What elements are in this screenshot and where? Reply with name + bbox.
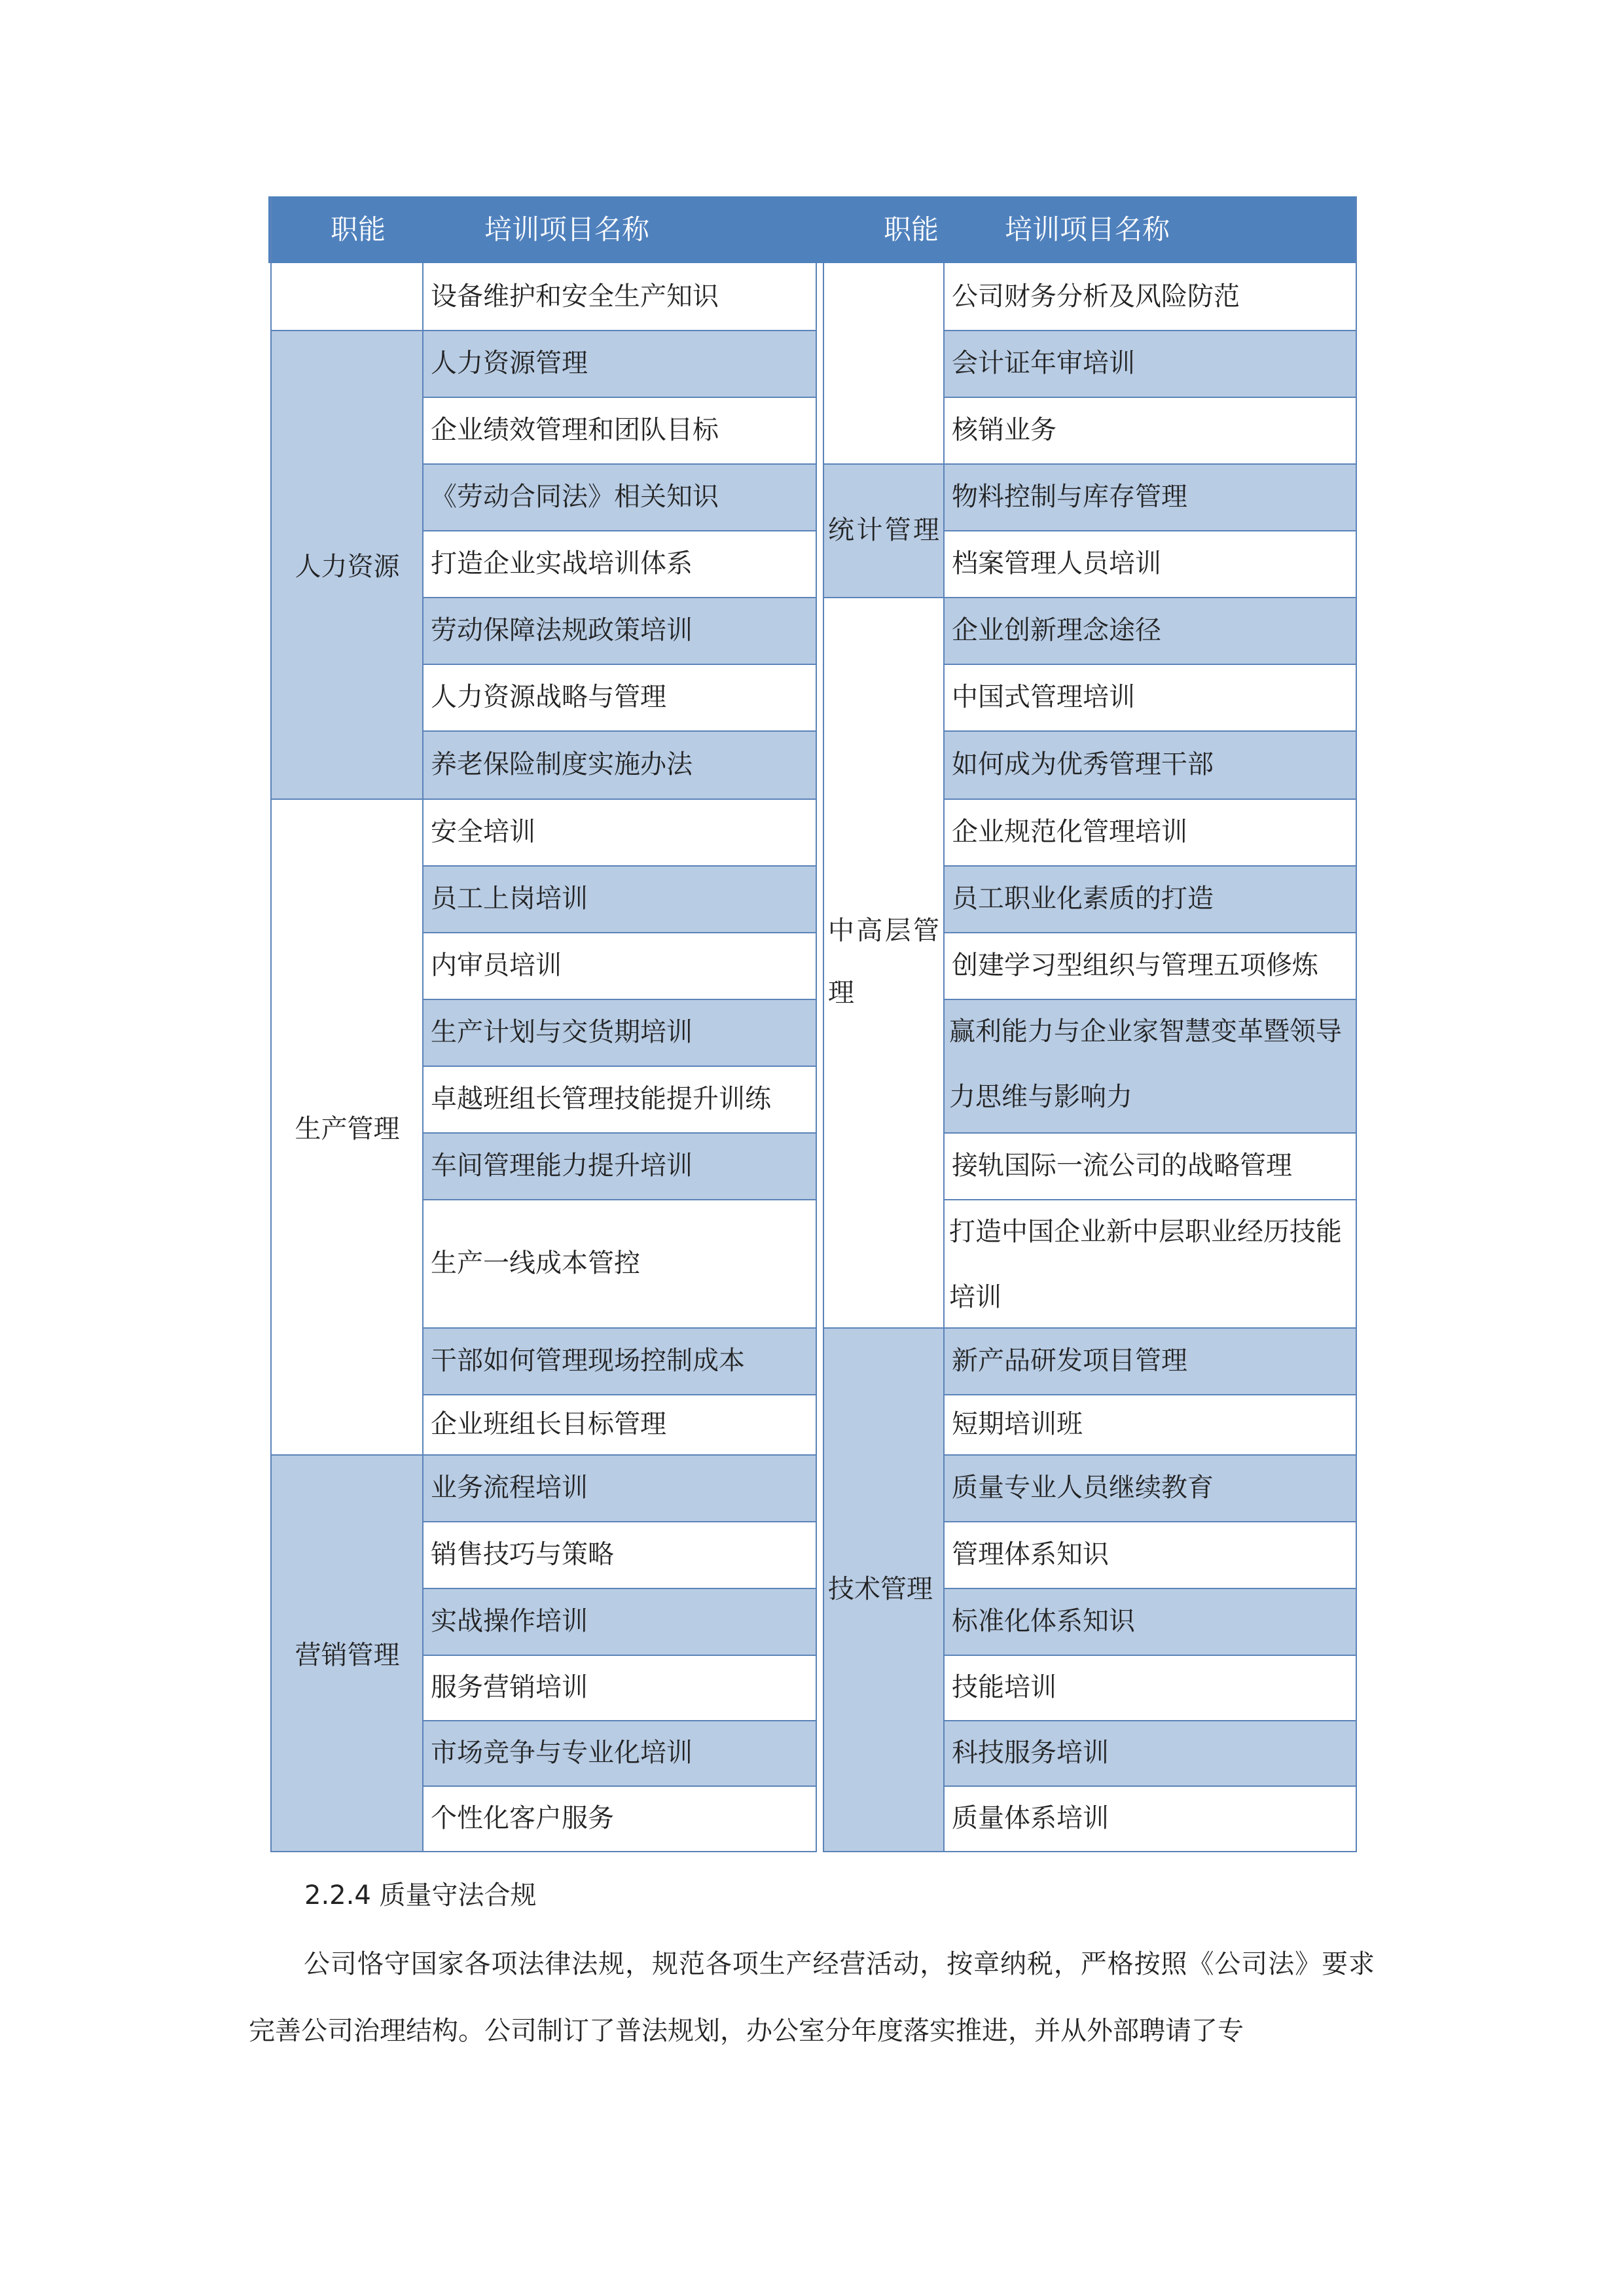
grid-vline bbox=[1356, 196, 1357, 1852]
left-row-16: 干部如何管理现场控制成本 bbox=[423, 1327, 816, 1394]
left-row-15: 生产一线成本管控 bbox=[423, 1199, 816, 1327]
left-row-9: 安全培训 bbox=[423, 798, 816, 865]
left-group-marketing: 营销管理 bbox=[272, 1454, 423, 1851]
grid-hline bbox=[823, 597, 1357, 598]
grid-hline bbox=[943, 330, 1357, 331]
left-row-10: 员工上岗培训 bbox=[423, 865, 816, 932]
right-row-7: 中国式管理培训 bbox=[944, 664, 1356, 730]
right-group-tech bbox=[823, 1327, 944, 1851]
right-row-15: 新产品研发项目管理 bbox=[944, 1327, 1356, 1394]
right-group-tech-label: 技术管理 bbox=[828, 1574, 933, 1604]
grid-hline bbox=[943, 1132, 1357, 1134]
grid-hline bbox=[270, 798, 816, 800]
left-group-production: 生产管理 bbox=[272, 798, 423, 1454]
right-row-2: 会计证年审培训 bbox=[944, 330, 1356, 397]
grid-hline bbox=[422, 1327, 816, 1329]
grid-hline bbox=[823, 1851, 1357, 1852]
left-group-empty bbox=[272, 263, 423, 330]
right-group-mid-senior bbox=[823, 597, 944, 1327]
right-group-finance bbox=[823, 263, 944, 463]
left-row-12: 生产计划与交货期培训 bbox=[423, 999, 816, 1066]
left-group-hr: 人力资源 bbox=[272, 330, 423, 798]
grid-hline bbox=[943, 1199, 1357, 1200]
right-row-19: 标准化体系知识 bbox=[944, 1588, 1356, 1655]
left-row-14: 车间管理能力提升培训 bbox=[423, 1132, 816, 1199]
grid-hline bbox=[422, 597, 816, 598]
grid-hline bbox=[943, 1655, 1357, 1656]
table-header bbox=[268, 196, 1356, 263]
grid-hline bbox=[422, 999, 816, 1000]
grid-hline bbox=[270, 330, 816, 331]
right-row-9: 企业规范化管理培训 bbox=[944, 798, 1356, 865]
grid-hline bbox=[943, 1785, 1357, 1787]
grid-hline bbox=[943, 999, 1357, 1000]
grid-hline bbox=[943, 730, 1357, 732]
right-row-22: 质量体系培训 bbox=[944, 1785, 1356, 1851]
grid-hline bbox=[422, 664, 816, 665]
grid-hline bbox=[422, 1588, 816, 1589]
grid-hline bbox=[943, 1521, 1357, 1522]
right-row-18: 管理体系知识 bbox=[944, 1521, 1356, 1588]
right-group-stats bbox=[823, 463, 944, 597]
right-row-16: 短期培训班 bbox=[944, 1394, 1356, 1454]
right-group-mid-senior-label: 中高层管理 bbox=[828, 916, 939, 1008]
left-row-19: 销售技巧与策略 bbox=[423, 1521, 816, 1588]
grid-hline bbox=[422, 1066, 816, 1067]
grid-hline bbox=[943, 1720, 1357, 1721]
grid-hline bbox=[422, 1785, 816, 1787]
right-row-13: 接轨国际一流公司的战略管理 bbox=[944, 1132, 1356, 1199]
grid-hline bbox=[270, 1851, 816, 1852]
grid-hline bbox=[943, 1454, 1357, 1456]
right-row-8: 如何成为优秀管理干部 bbox=[944, 730, 1356, 798]
grid-hline bbox=[422, 1199, 816, 1200]
left-row-13: 卓越班组长管理技能提升训练 bbox=[423, 1066, 816, 1132]
grid-hline bbox=[422, 1132, 816, 1134]
grid-hline bbox=[422, 1655, 816, 1656]
right-group-stats-label: 统计管理 bbox=[828, 515, 939, 545]
grid-hline bbox=[422, 932, 816, 933]
right-row-11: 创建学习型组织与管理五项修炼 bbox=[944, 932, 1356, 999]
left-row-22: 市场竞争与专业化培训 bbox=[423, 1720, 816, 1785]
grid-hline bbox=[422, 397, 816, 398]
left-row-11: 内审员培训 bbox=[423, 932, 816, 999]
right-row-5: 档案管理人员培训 bbox=[944, 530, 1356, 597]
right-row-14: 打造中国企业新中层职业经历技能培训 bbox=[944, 1199, 1356, 1327]
grid-hline bbox=[422, 1394, 816, 1395]
grid-vline bbox=[422, 263, 424, 1852]
grid-hline bbox=[943, 1394, 1357, 1395]
grid-hline bbox=[943, 397, 1357, 398]
section-heading: 2.2.4 质量守法合规 bbox=[304, 1880, 537, 1910]
grid-hline bbox=[943, 530, 1357, 531]
right-row-20: 技能培训 bbox=[944, 1655, 1356, 1720]
grid-hline bbox=[823, 1327, 1357, 1329]
grid-hline bbox=[943, 865, 1357, 867]
grid-hline bbox=[422, 730, 816, 732]
grid-hline bbox=[422, 463, 816, 465]
grid-hline bbox=[943, 798, 1357, 800]
right-row-1: 公司财务分析及风险防范 bbox=[944, 263, 1356, 330]
grid-hline bbox=[422, 1521, 816, 1522]
grid-hline bbox=[943, 1588, 1357, 1589]
grid-hline bbox=[422, 865, 816, 867]
header-function-left: 职能 bbox=[331, 213, 386, 245]
right-row-21: 科技服务培训 bbox=[944, 1720, 1356, 1785]
right-row-4: 物料控制与库存管理 bbox=[944, 463, 1356, 530]
left-row-3: 企业绩效管理和团队目标 bbox=[423, 397, 816, 463]
header-project-left: 培训项目名称 bbox=[484, 213, 650, 245]
grid-hline bbox=[422, 530, 816, 531]
right-row-10: 员工职业化素质的打造 bbox=[944, 865, 1356, 932]
left-row-18: 业务流程培训 bbox=[423, 1454, 816, 1521]
section-paragraph: 公司恪守国家各项法律法规，规范各项生产经营活动，按章纳税，严格按照《公司法》要求完善公司治理结构。公司制订了普法规划，办公室分年度落实推进，并从外部聘请了专 bbox=[249, 1949, 1375, 2046]
left-row-1: 设备维护和安全生产知识 bbox=[423, 263, 816, 330]
right-row-12: 赢利能力与企业家智慧变革暨领导力思维与影响力 bbox=[944, 999, 1356, 1132]
left-row-20: 实战操作培训 bbox=[423, 1588, 816, 1655]
grid-hline bbox=[270, 1454, 816, 1456]
grid-vline bbox=[816, 263, 817, 1852]
right-row-17: 质量专业人员继续教育 bbox=[944, 1454, 1356, 1521]
grid-hline bbox=[943, 664, 1357, 665]
left-row-5: 打造企业实战培训体系 bbox=[423, 530, 816, 597]
left-row-7: 人力资源战略与管理 bbox=[423, 664, 816, 730]
right-row-3: 核销业务 bbox=[944, 397, 1356, 463]
grid-vline bbox=[823, 263, 824, 1852]
left-row-21: 服务营销培训 bbox=[423, 1655, 816, 1720]
header-function-right: 职能 bbox=[884, 213, 939, 245]
header-project-right: 培训项目名称 bbox=[1005, 213, 1170, 245]
left-row-2: 人力资源管理 bbox=[423, 330, 816, 397]
left-row-6: 劳动保障法规政策培训 bbox=[423, 597, 816, 664]
left-row-4: 《劳动合同法》相关知识 bbox=[423, 463, 816, 530]
left-row-23: 个性化客户服务 bbox=[423, 1785, 816, 1851]
right-row-6: 企业创新理念途径 bbox=[944, 597, 1356, 664]
grid-hline bbox=[943, 932, 1357, 933]
grid-vline bbox=[270, 196, 272, 1852]
grid-hline bbox=[823, 463, 1357, 465]
grid-vline bbox=[943, 263, 945, 1852]
left-row-17: 企业班组长目标管理 bbox=[423, 1394, 816, 1454]
grid-hline bbox=[422, 1720, 816, 1721]
left-row-8: 养老保险制度实施办法 bbox=[423, 730, 816, 798]
